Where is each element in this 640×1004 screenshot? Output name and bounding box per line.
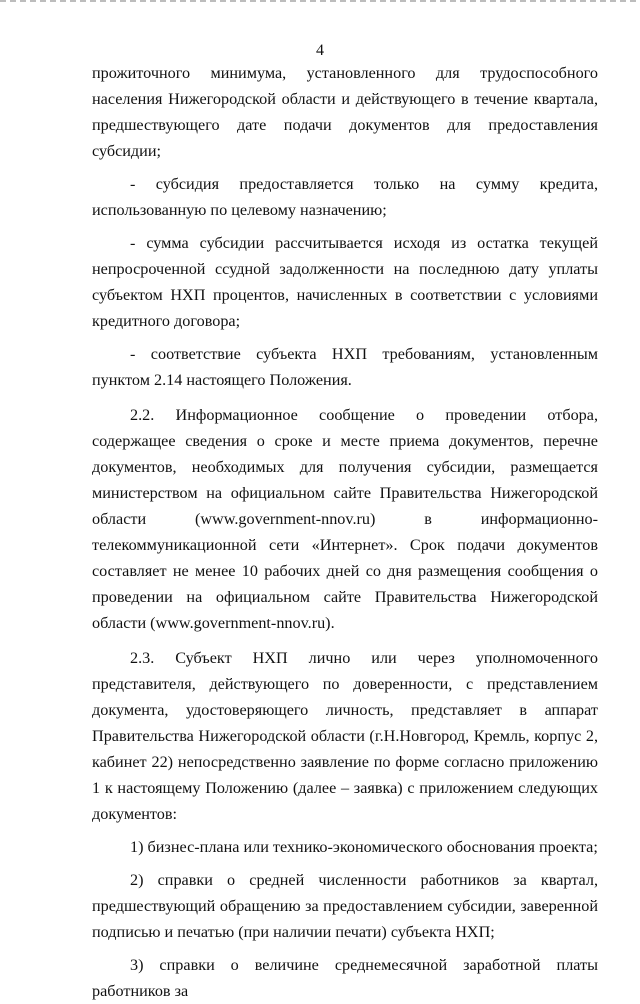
document-list-item-1: 1) бизнес-плана или технико-экономического обоснования проекта; [130, 838, 598, 856]
paragraph-continuation: прожиточного минимума, установленного для трудоспособного населения Нижегородской области и действующего в течение квартала, предшествующего дате подачи документов для предоставления субсидии; [92, 64, 598, 160]
scan-top-edge [0, 0, 640, 2]
section-2-3-paragraph: 2.3. Субъект НХП лично или через уполномоченного представителя, действующего по доверенности, с представлением документа, удостоверяющего личность, представляет в аппарат Правительства Нижегородской области (г.Н.Новгород, Кремль, корпус 2, кабинет 22) непосредственно заявление по форме согласно приложению 1 к настоящему Положению (далее – заявка) с приложением следующих документов: [92, 649, 598, 823]
page-number: 4 [316, 42, 324, 59]
list-item-subsidy-calculation: - сумма субсидии рассчитывается исходя из остатка текущей непросроченной ссудной задолженности на последнюю дату уплаты субъектом НХП процентов, начисленных в соответствии с условиями кредитного договора; [92, 234, 598, 330]
section-2-2-paragraph: 2.2. Информационное сообщение о проведении отбора, содержащее сведения о сроке и месте приема документов, перечне документов, необходимых для получения субсидии, размещается министерством на официальном сайте Правительства Нижегородской области (www.government-nnov.ru) в информационно-телекоммуникационной сети «Интернет». Срок подачи документов составляет не менее 10 рабочих дней со дня размещения сообщения о проведении на официальном сайте Правительства Нижегородской области (www.government-nnov.ru). [92, 406, 598, 632]
document-list-item-3: 3) справки о величине среднемесячной заработной платы работников за [92, 956, 598, 1000]
list-item-compliance: - соответствие субъекта НХП требованиям, установленным пунктом 2.14 настоящего Положения. [92, 345, 598, 389]
list-item-subsidy-credit: - субсидия предоставляется только на сумму кредита, использованную по целевому назначению; [92, 175, 598, 219]
document-body [92, 60, 598, 1004]
document-list-item-2: 2) справки о средней численности работников за квартал, предшествующий обращению за предоставлением субсидии, заверенной подписью и печатью (при наличии печати) субъекта НХП; [92, 871, 598, 941]
